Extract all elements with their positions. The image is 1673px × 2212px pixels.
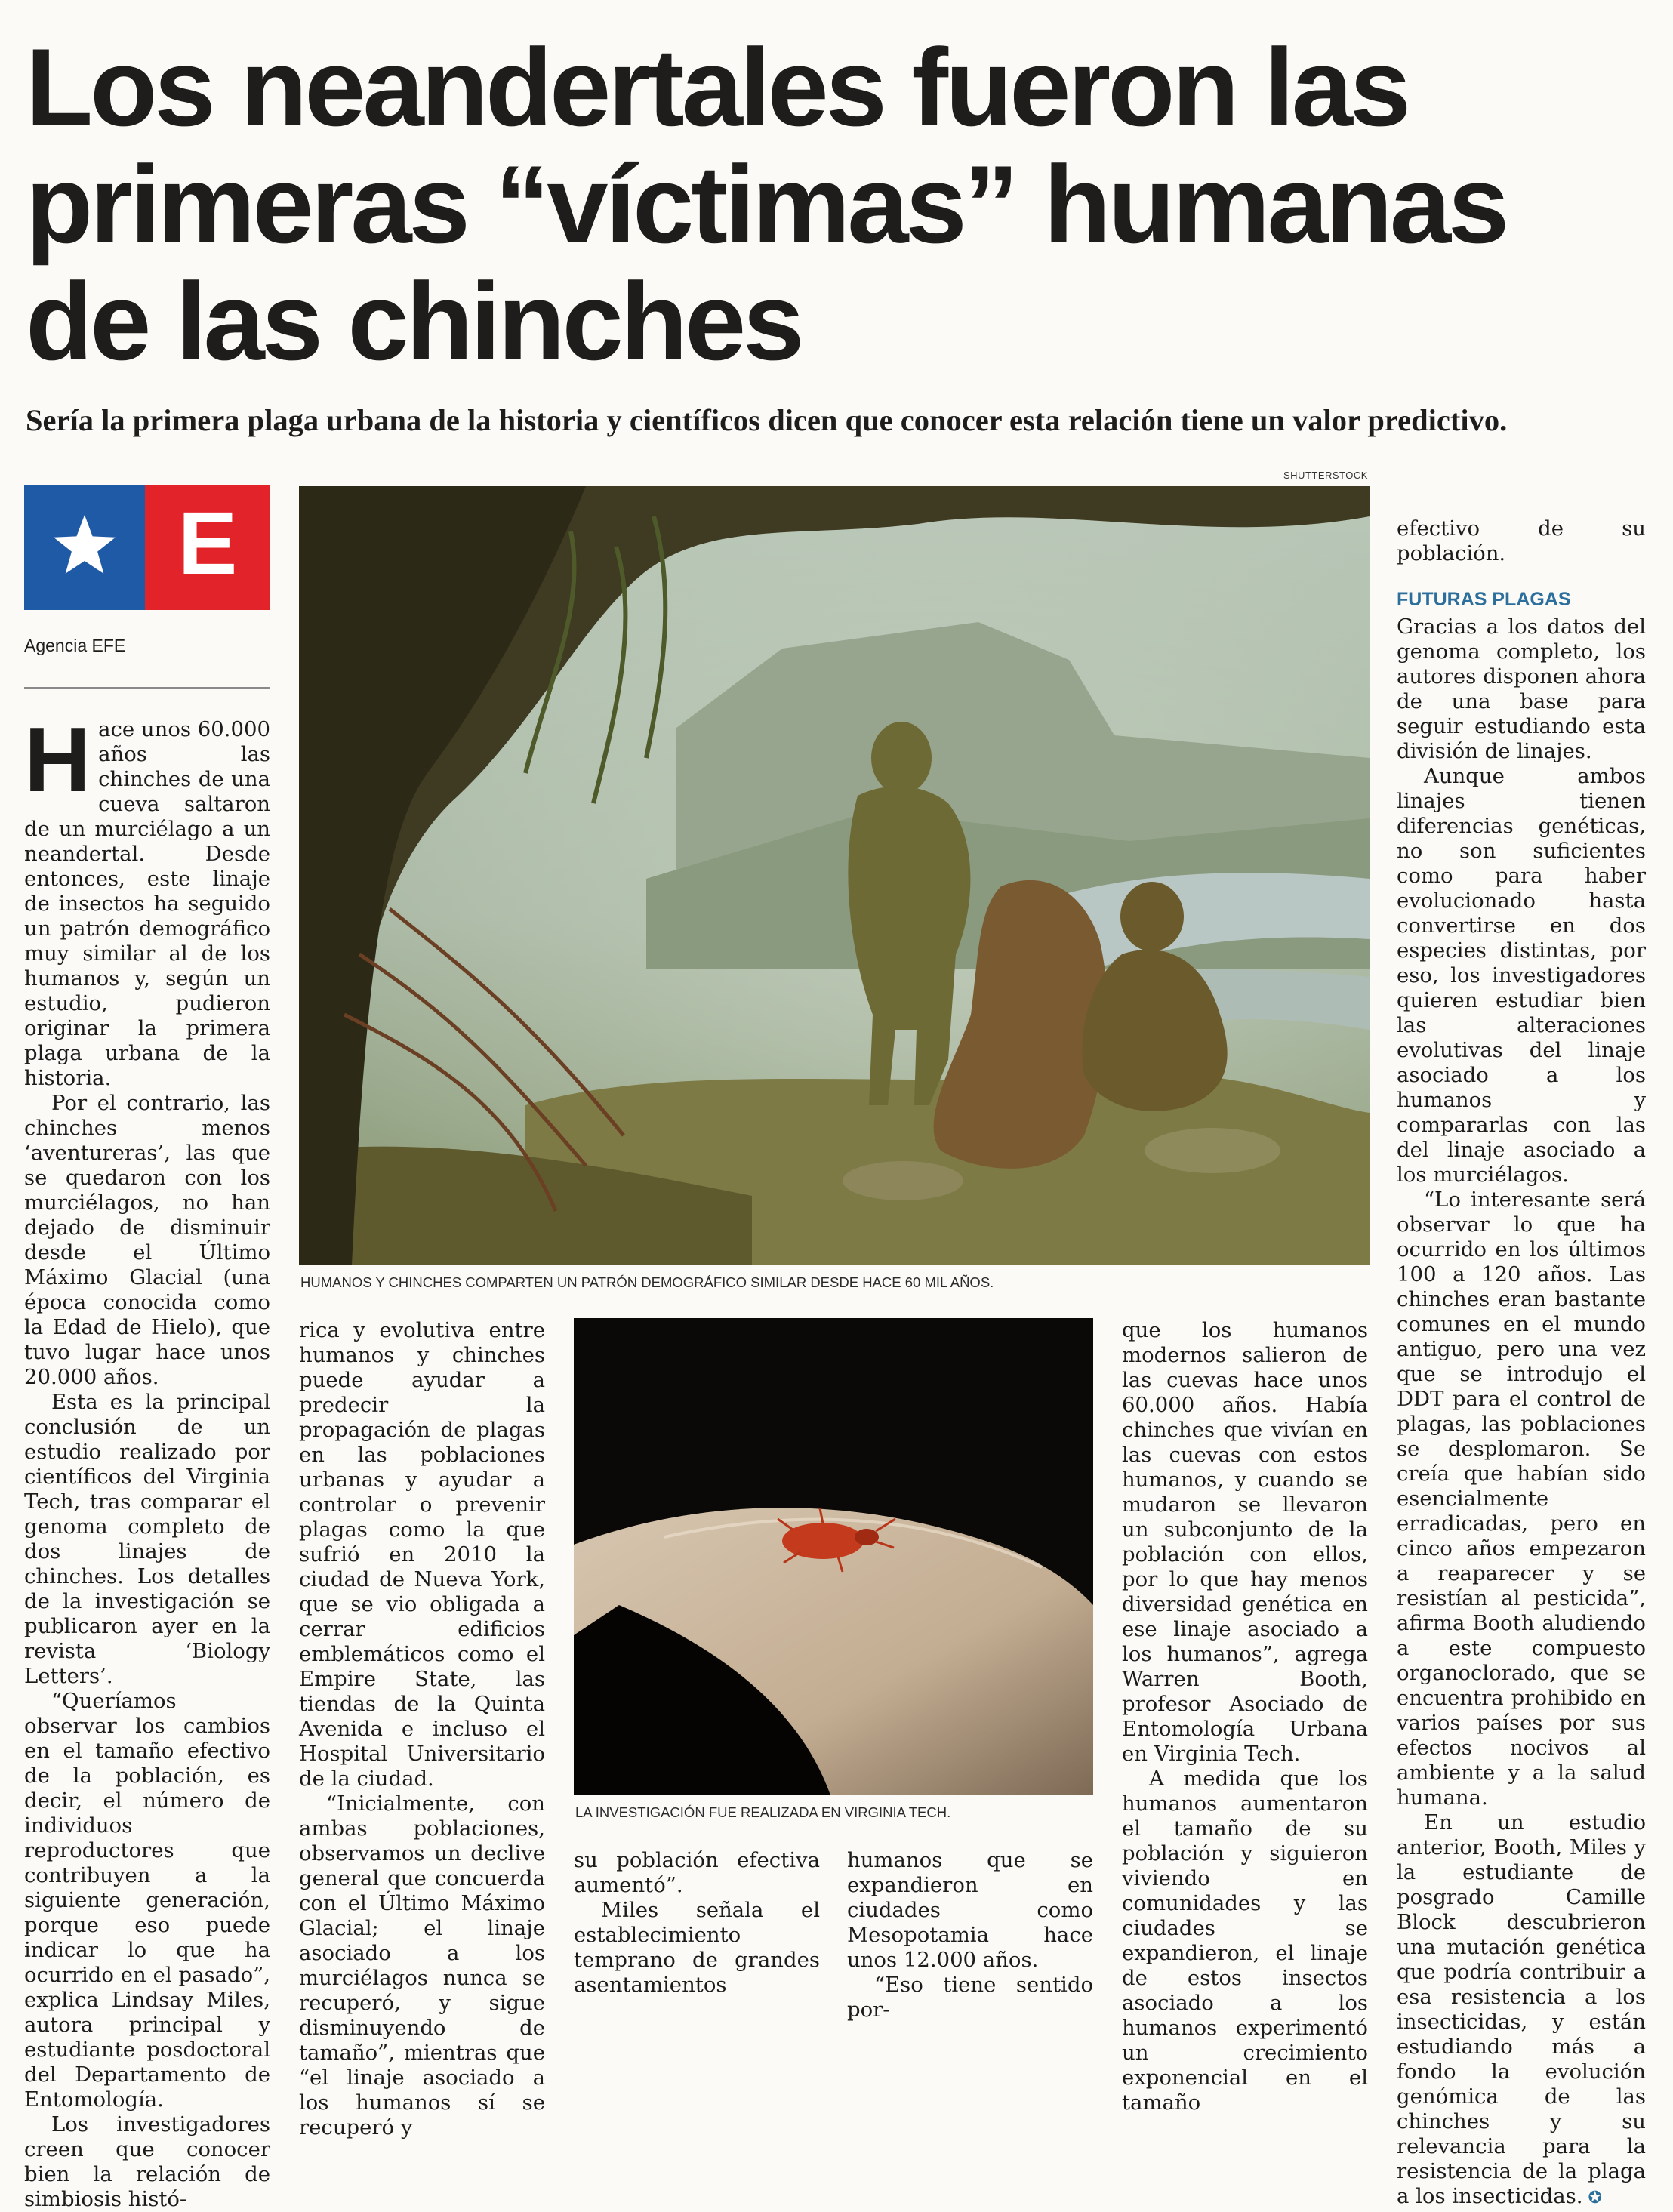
paragraph: A medida que los humanos aumentaron el tamaño de su población y siguieron viviendo en comunidades y las ciudades se expandieron, el linaje de estos insectos asociado a los humanos experimentó un crecimiento exponencial en el tamaño	[1122, 1767, 1368, 2115]
paragraph: que los humanos modernos salieron de las cuevas hace unos 60.000 años. Había chinches que vivían en las cuevas con estos humanos, y cuando se mudaron se llevaron un subconjunto de la población con ellos, por lo que hay menos diversidad genética en ese linaje asociado a los humanos”, agrega Warren Booth, profesor Asociado de Entomología Urbana en Virginia Tech.	[1122, 1318, 1368, 1766]
paragraph: “Queríamos observar los cambios en el tamaño efectivo de la población, es decir, el número de individuos reproductores que contribuyen a la siguiente generación, porque eso puede indicar lo que ha ocurrido en el pasado”, explica Lindsay Miles, autora principal y estudiante posdoctoral del Departamento de Entomología.	[24, 1689, 270, 2112]
paragraph: “Lo interesante será observar lo que ha ocurrido en los últimos 100 a 120 años. Las chinches eran bastante comunes en el mundo antiguo, pero una vez que se introdujo el DDT para el control de plagas, las poblaciones se desplomaron. Se creía que habían sido esencialmente erradicadas, pero en cinco años empezaron a reaparecer y se resistían al pesticida”, afirma Booth aludiendo a este compuesto organoclorado, que se encuentra prohibido en varios países por sus efectos nocivos al ambiente y a la salud humana.	[1397, 1188, 1646, 1810]
paragraph: Los investigadores creen que conocer bien la relación de simbiosis histó-	[24, 2112, 270, 2211]
paragraph: su población efectiva aumentó”.	[574, 1848, 820, 1897]
paragraph: rica y evolutiva entre humanos y chinches puede ayudar a predecir la propagación de plagas en las poblaciones urbanas y ayudar a controlar o prevenir plagas como la que sufrió en 2010 la ciudad de Nueva York, que se vio obligada a cerrar edificios emblemáticos como el Empire State, las tiendas de la Quinta Avenida e incluso el Hospital Universitario de la ciudad.	[299, 1318, 545, 1791]
photo-credit: SHUTTERSTOCK	[1283, 470, 1368, 481]
paragraph: Aunque ambos linajes tienen diferencias genéticas, no son suficientes como para haber evolucionado hasta convertirse en dos especies distintas, por eso, los investigadores quieren estudiar bien las alteraciones evolutivas del linaje asociado a los humanos y compararlas con las del linaje asociado a los murciélagos.	[1397, 764, 1646, 1187]
newspaper-logo	[24, 485, 270, 610]
byline-divider	[24, 687, 270, 689]
drop-cap: H	[24, 708, 91, 811]
paragraph: Por el contrario, las chinches menos ‘aventureras’, las que se quedaron con los murciélagos, no han dejado de disminuir desde el Último Máximo Glacial (una época conocida como la Edad de Hielo), que tuvo lugar hace unos 20.000 años.	[24, 1091, 270, 1389]
article-column-4	[847, 1848, 1093, 2022]
article-column-6	[1397, 516, 1646, 2208]
article-column-3	[574, 1848, 820, 1997]
paragraph-text: En un estudio anterior, Booth, Miles y la estudiante de posgrado Camille Block descubrieron una mutación genética que podría contribuir a esa resistencia a los insecticidas, y están estudiando más a fondo la evolución genómica de las chinches y su relevancia para la resistencia de la plaga a los insecticidas.	[1397, 1810, 1646, 2208]
end-mark-icon: ✪	[1582, 2189, 1602, 2207]
paragraph: Esta es la principal conclusión de un estudio realizado por científicos del Virginia Tech, tras comparar el genoma completo de dos linajes de chinches. Los detalles de la investigación se publicaron ayer en la revista ‘Biology Letters’.	[24, 1390, 270, 1688]
paragraph: humanos que se expandieron en ciudades como Mesopotamia hace unos 12.000 años.	[847, 1848, 1093, 1972]
deck-subtitle: Sería la primera plaga urbana de la historia y científicos dicen que conocer esta relación tiene un valor predictivo.	[26, 403, 1508, 437]
bedbug-photo-caption: LA INVESTIGACIÓN FUE REALIZADA EN VIRGINIA TECH.	[575, 1804, 951, 1820]
article-column-2	[299, 1318, 545, 2140]
byline: Agencia EFE	[24, 636, 126, 655]
headline: Los neandertales fueron las primeras “víctimas” humanas de las chinches	[26, 26, 1507, 383]
main-photo-caption: HUMANOS Y CHINCHES COMPARTEN UN PATRÓN DEMOGRÁFICO SIMILAR DESDE HACE 60 MIL AÑOS.	[300, 1274, 994, 1290]
paragraph: ace unos 60.000 años las chinches de una cueva saltaron de un murciélago a un neandertal. Desde entonces, este linaje de insectos ha seguido un patrón demográfico muy similar al de los humanos y, según un estudio, pudieron originar la primera plaga urbana de la historia.	[24, 717, 270, 1090]
subheading: FUTURAS PLAGAS	[1397, 589, 1571, 610]
paragraph: efectivo de su población.	[1397, 516, 1646, 565]
bedbug-photo	[574, 1318, 1093, 1795]
neanderthal-diorama-photo	[299, 486, 1370, 1265]
paragraph: Gracias a los datos del genoma completo, los autores disponen ahora de una base para seguir estudiando esta división de linajes.	[1397, 615, 1646, 763]
paragraph: Miles señala el establecimiento temprano de grandes asentamientos	[574, 1898, 820, 1997]
logo-letter: E	[177, 494, 238, 593]
paragraph	[1397, 1810, 1646, 2210]
paragraph: “Eso tiene sentido por-	[847, 1973, 1093, 2022]
article-column-1	[24, 708, 270, 2211]
article-column-5	[1122, 1318, 1368, 2115]
paragraph: “Inicialmente, con ambas poblaciones, observamos un declive general que concuerda con el Último Máximo Glacial; el linaje asociado a los murciélagos nunca se recuperó, y sigue disminuyendo de tamaño”, mientras que “el linaje asociado a los humanos sí se recuperó y	[299, 1791, 545, 2140]
